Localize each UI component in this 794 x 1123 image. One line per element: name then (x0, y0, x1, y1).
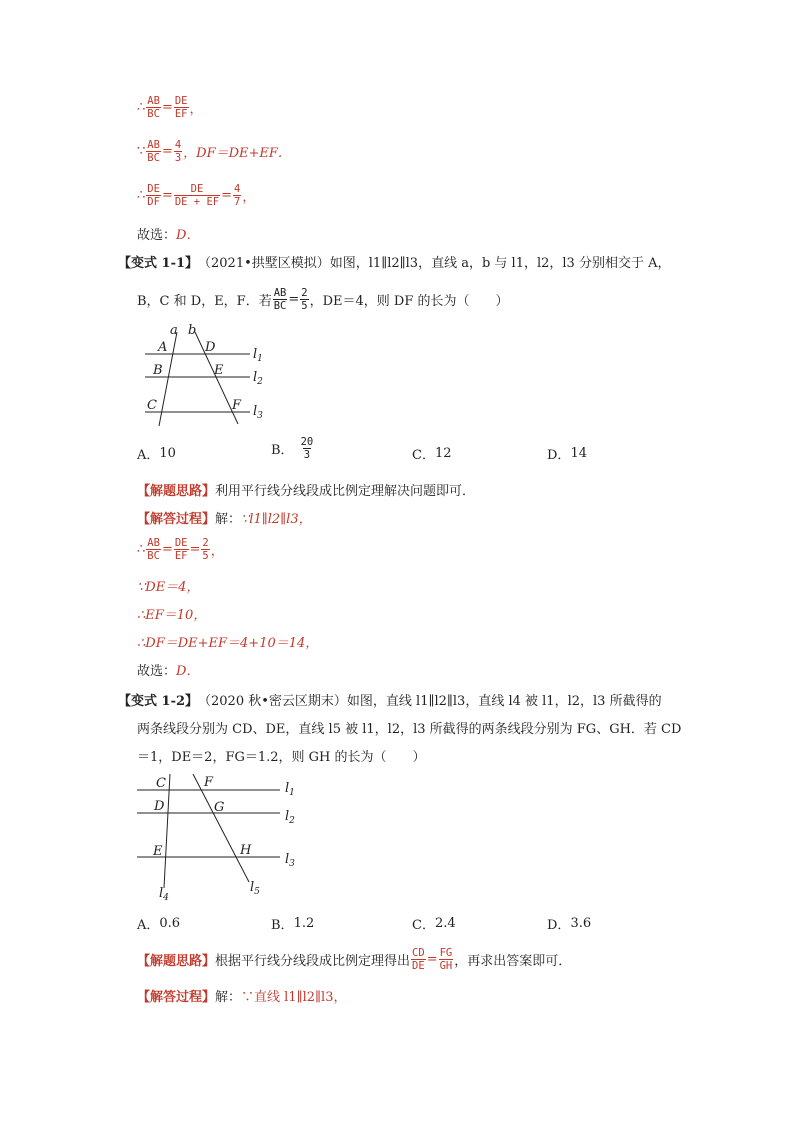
q1-step-1 (137, 538, 224, 560)
label-F: F (204, 775, 214, 790)
label-l1: $l_1$ (253, 347, 263, 364)
option-label: B． (271, 918, 294, 933)
q2-option-d[interactable] (547, 914, 591, 933)
label-E: E (214, 363, 224, 378)
q1-option-c[interactable] (412, 444, 452, 463)
option-value: 0.6 (159, 916, 181, 931)
line-l4 (164, 774, 170, 888)
idea-tag: 【解题思路】 (137, 483, 216, 499)
fraction-ab-bc: $\frac{AB}{BC}$ (147, 138, 160, 164)
step-line-1 (137, 96, 203, 118)
option-label: A． (137, 918, 160, 933)
idea-text: 利用平行线分线段成比例定理解决问题即可． (215, 483, 476, 499)
q2-text-line-3: ＝1，DE＝2，FG＝1.2，则 GH 的长为（ ） (137, 749, 426, 765)
label-l4: $l_4$ (159, 886, 169, 903)
q1-option-d[interactable] (547, 444, 587, 463)
equals-sign: = (189, 541, 201, 557)
option-label: D． (547, 448, 571, 463)
fraction-2-5: $\frac{2}{5}$ (301, 286, 308, 312)
equals-sign: = (426, 951, 438, 967)
q1-option-b[interactable] (271, 436, 315, 461)
idea-tag: 【解题思路】 (137, 953, 216, 969)
label-l3: $l_3$ (253, 404, 263, 421)
process-text: 解： (215, 989, 242, 1005)
fraction-ab-bc: $\frac{AB}{BC}$ (273, 286, 287, 312)
label-l5: $l_5$ (250, 880, 260, 897)
process-given: ∵l1∥l2∥l3， (241, 511, 312, 527)
step-line-2 (137, 140, 291, 162)
q2-text-line-2: 两条线段分别为 CD、DE，直线 l5 被 l1，l2，l3 所截得的两条线段分别为 FG、GH．若 CD (137, 721, 682, 737)
fraction-4-7: $\frac{4}{7}$ (234, 182, 241, 208)
answer-value: D． (176, 227, 200, 243)
q1-answer (137, 658, 199, 680)
label-l1: $l_1$ (285, 781, 295, 798)
equals-sign: = (221, 187, 233, 203)
option-value: 14 (570, 446, 587, 461)
label-l3: $l_3$ (285, 852, 295, 869)
equals-sign: = (288, 291, 300, 307)
q1-text-line-1 (118, 250, 670, 272)
q1-idea (137, 478, 475, 500)
option-value: 3.6 (570, 916, 592, 931)
q1-text-line-2 (137, 288, 509, 310)
q2-idea (137, 948, 571, 970)
label-F: F (232, 398, 242, 413)
comma: ， (189, 101, 203, 117)
fraction-ab-bc: $\frac{AB}{BC}$ (147, 94, 160, 120)
option-value: 12 (434, 446, 452, 461)
fraction-de-ef: $\frac{DE}{EF}$ (174, 94, 188, 120)
therefore-symbol: ∴ (137, 99, 146, 115)
idea-text: 根据平行线分线段成比例定理得出 (215, 953, 411, 969)
comma: ， (242, 189, 256, 205)
answer-label: 故选： (137, 227, 177, 243)
option-label: C． (412, 448, 435, 463)
option-label: C． (412, 918, 435, 933)
option-value: 1.2 (293, 916, 315, 931)
fraction-ab-bc: $\frac{AB}{BC}$ (147, 536, 160, 562)
equals-sign: = (161, 541, 173, 557)
q1-text: ，DE＝4，则 DF 的长为（ ） (309, 293, 509, 309)
q1-option-a[interactable] (137, 444, 176, 463)
process-text: 解： (215, 511, 242, 527)
equals-sign: = (161, 143, 173, 159)
therefore-symbol: ∴ (137, 541, 146, 557)
label-E: E (153, 844, 163, 859)
q2-option-c[interactable] (412, 914, 456, 933)
q2-option-a[interactable] (137, 914, 180, 933)
step-text: ，DF＝DE+EF． (183, 145, 291, 161)
fraction-fg-gh: $\frac{FG}{GH}$ (439, 946, 453, 972)
label-C: C (156, 776, 166, 791)
comma: ， (210, 543, 224, 559)
q2-figure (137, 770, 307, 904)
label-B: B (153, 363, 163, 378)
answer-line (137, 222, 199, 244)
fraction-de-de-ef: $\frac{DE}{DE + EF}$ (174, 182, 220, 208)
idea-text: ，再求出答案即可． (454, 953, 572, 969)
label-l2: $l_2$ (285, 809, 295, 826)
label-a: a (170, 323, 178, 338)
answer-label: 故选： (137, 663, 177, 679)
q1-figure (137, 320, 277, 428)
process-tag: 【解答过程】 (137, 511, 216, 527)
q1-step-2: ∵DE＝4， (137, 579, 200, 595)
q2-text-line-1 (118, 688, 662, 710)
option-label: D． (547, 918, 571, 933)
fraction-4-3: $\frac{4}{3}$ (174, 138, 182, 164)
q1-text: B，C 和 D，E，F．若 (137, 293, 272, 309)
option-value: 10 (159, 446, 176, 461)
equals-sign: = (161, 187, 173, 203)
q2-tag: 【变式 1-2】 (118, 693, 199, 709)
q1-process (137, 506, 312, 528)
fraction-de-ef: $\frac{DE}{EF}$ (174, 536, 188, 562)
step-line-3 (137, 184, 255, 206)
fraction-2-5: $\frac{2}{5}$ (202, 536, 209, 562)
fraction-20-3: $\frac{20}{3}$ (300, 436, 314, 461)
q2-process (137, 984, 346, 1006)
fraction-cd-de: $\frac{CD}{DE}$ (412, 946, 425, 972)
q1-tag: 【变式 1-1】 (118, 255, 199, 271)
fraction-de-df: $\frac{DE}{DF}$ (147, 182, 160, 208)
label-b: b (188, 323, 197, 338)
label-l2: $l_2$ (253, 370, 263, 387)
because-symbol: ∵ (137, 143, 146, 159)
q2-text: （2020 秋•密云区期末）如图，直线 l1∥l2∥l3，直线 l4 被 l1，l2，l3 所截得的 (198, 693, 662, 709)
process-tag: 【解答过程】 (137, 989, 216, 1005)
q1-text: （2021•拱墅区模拟）如图，l1∥l2∥l3，直线 a，b 与 l1，l2，l3 分别相交于 A， (198, 255, 671, 271)
option-label: B． (271, 443, 294, 458)
label-C: C (147, 398, 157, 413)
therefore-symbol: ∴ (137, 187, 146, 203)
q2-option-b[interactable] (271, 914, 314, 933)
label-G: G (214, 800, 225, 815)
option-label: A． (137, 448, 160, 463)
q1-step-3: ∴EF＝10， (137, 607, 207, 623)
answer-value: D． (176, 663, 200, 679)
label-D: D (205, 340, 216, 355)
label-H: H (240, 843, 252, 858)
q1-step-4: ∴DF＝DE+EF＝4+10＝14， (137, 635, 319, 651)
option-value: 2.4 (434, 916, 456, 931)
equals-sign: = (161, 99, 173, 115)
label-D: D (154, 799, 165, 814)
process-given: ∵直线 l1∥l2∥l3， (241, 989, 347, 1005)
label-A: A (158, 340, 168, 355)
